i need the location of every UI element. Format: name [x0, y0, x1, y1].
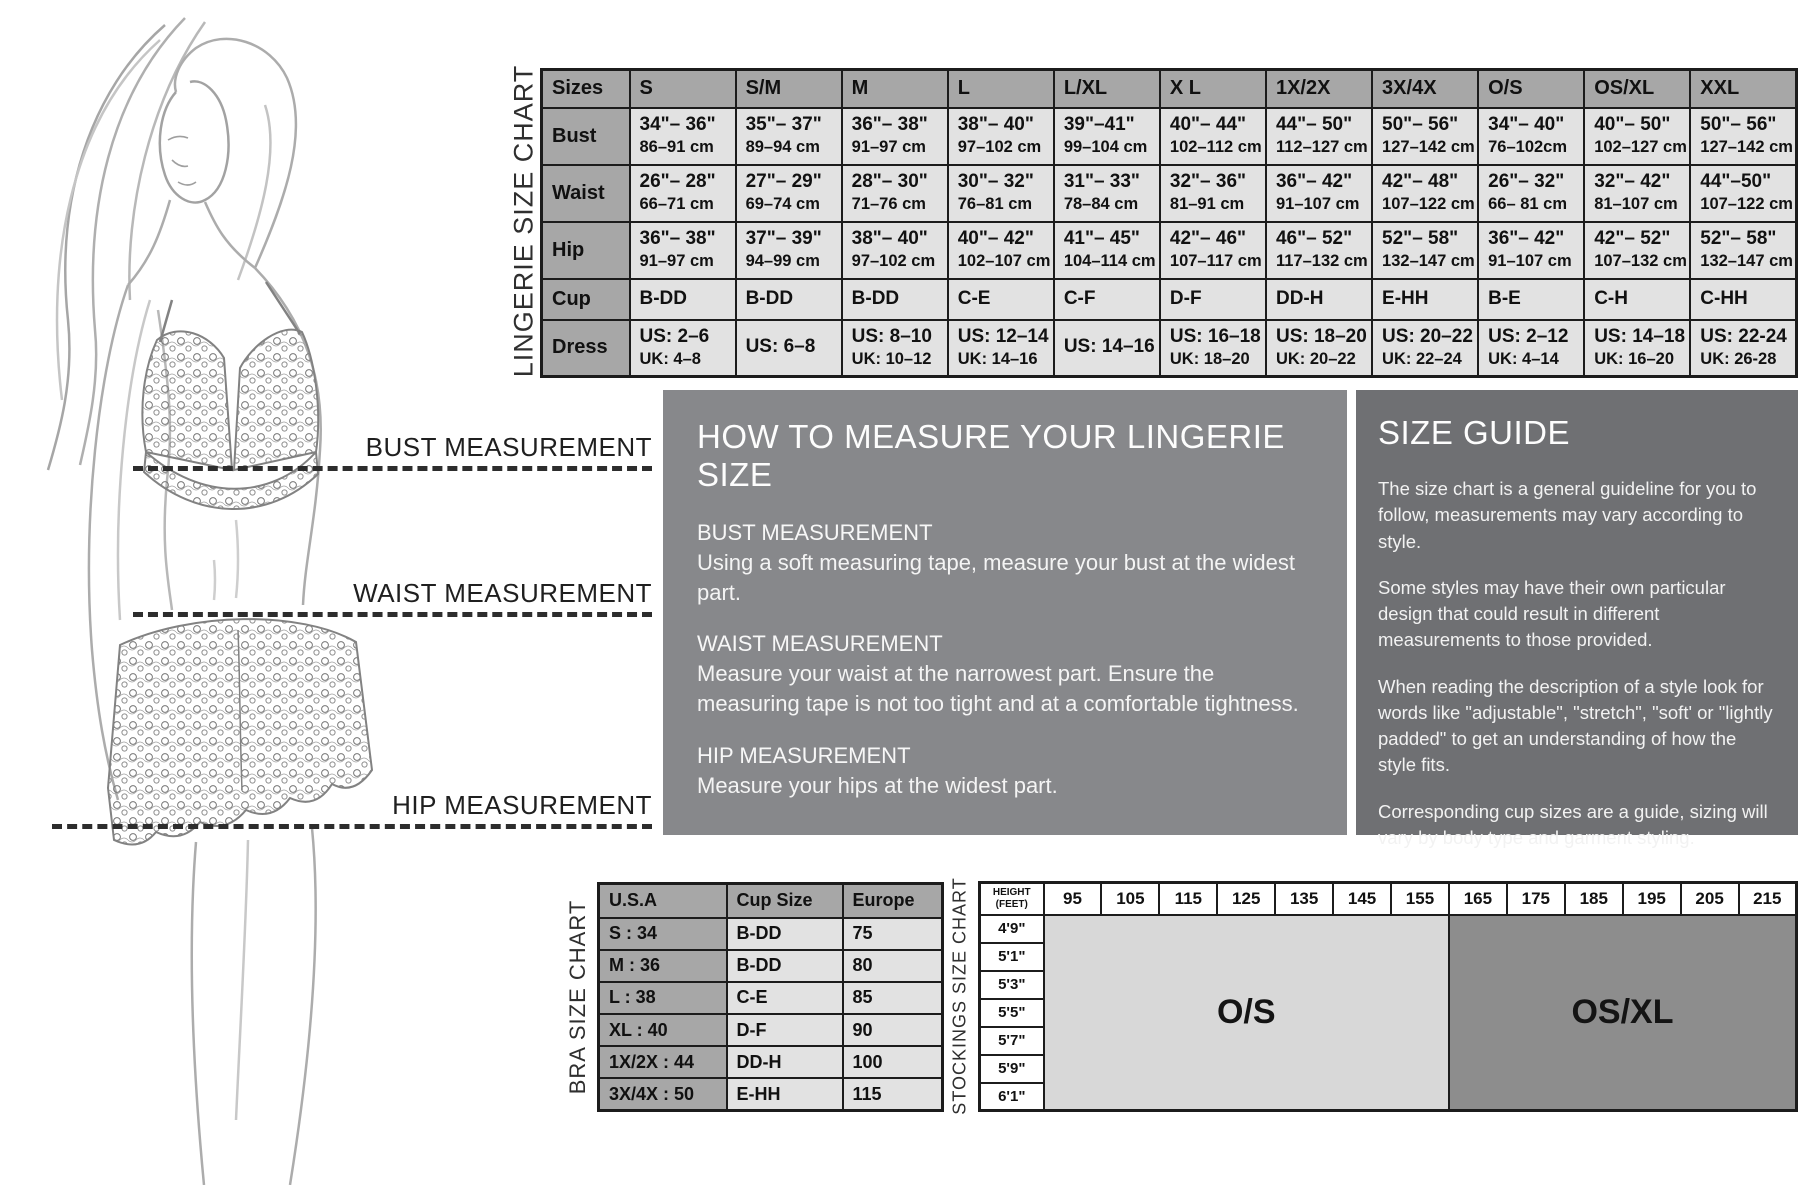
size-column-header: X L	[1160, 70, 1266, 108]
stockings-header-row	[980, 883, 1797, 915]
value-inches: 40"– 44"	[1169, 114, 1247, 136]
bra-usa-cell: S : 34	[599, 918, 727, 950]
size-guide-paragraph: Corresponding cup sizes are a guide, sizing will vary by body type and garment styling.	[1378, 800, 1768, 848]
weight-column-header: 185	[1565, 883, 1623, 915]
value-inches: DD-H	[1275, 287, 1324, 309]
height-row-header: 6'1"	[980, 1083, 1044, 1111]
height-feet-corner-header: HEIGHT (FEET)	[980, 883, 1044, 915]
value-cm: 76–102cm	[1488, 138, 1568, 157]
measurement-cell	[1160, 279, 1266, 320]
bra-cup-cell: B-DD	[727, 950, 843, 982]
measurement-cell	[630, 165, 736, 222]
size-header-row	[542, 70, 1797, 108]
value-cm: UK: 26-28	[1700, 349, 1777, 368]
bra-column-header: Europe	[843, 884, 943, 918]
weight-column-header: 195	[1623, 883, 1681, 915]
measurement-cell	[1372, 222, 1478, 279]
bra-column-header: U.S.A	[599, 884, 727, 918]
value-inches: 42"– 48"	[1382, 171, 1459, 193]
lingerie-size-chart-table	[540, 68, 1798, 378]
bra-usa-cell: L : 38	[599, 982, 727, 1014]
bra-usa-cell: M : 36	[599, 950, 727, 982]
measurement-cell	[842, 165, 948, 222]
measurement-cell	[1266, 279, 1372, 320]
measurement-cell	[948, 108, 1054, 165]
size-column-header: XXL	[1690, 70, 1796, 108]
measurement-cell	[1690, 320, 1796, 377]
measurement-row	[542, 165, 1797, 222]
measurement-cell	[1478, 320, 1584, 377]
lingerie-chart-side-caption: LINGERIE SIZE CHART	[508, 64, 539, 378]
value-inches: 52"– 58"	[1700, 228, 1777, 250]
size-column-header: M	[842, 70, 948, 108]
bra-header-row	[599, 884, 943, 918]
measurement-cell	[842, 108, 948, 165]
value-cm: 102–127 cm	[1594, 138, 1687, 157]
value-inches: 32"– 36"	[1169, 171, 1247, 193]
weight-column-header: 175	[1507, 883, 1565, 915]
value-cm: UK: 10–12	[851, 349, 932, 368]
measurement-cell	[1478, 108, 1584, 165]
bra-row	[599, 950, 943, 982]
os-size-region: O/S	[1044, 915, 1449, 1111]
value-cm: 132–147 cm	[1382, 252, 1475, 271]
value-inches: B-DD	[745, 287, 794, 309]
measure-section-body: Measure your waist at the narrowest part. Ensure the measuring tape is not too tight and at a comfortable tightness.	[697, 661, 1299, 717]
height-row-header: 5'5"	[980, 999, 1044, 1027]
stockings-row	[980, 915, 1797, 943]
measurement-cell	[1372, 320, 1478, 377]
value-cm: 91–107 cm	[1275, 195, 1360, 214]
value-inches: 31"– 33"	[1063, 171, 1140, 193]
hip-dashed-line	[52, 824, 652, 829]
value-inches: US: 14–16	[1063, 336, 1155, 358]
measurement-cell	[736, 165, 842, 222]
size-column-header: 1X/2X	[1266, 70, 1372, 108]
height-row-header: 5'1"	[980, 943, 1044, 971]
size-guide-paragraph: When reading the description of a style look for words like "adjustable", "stretch", "soft' or "lightly padded" to get an understanding of how the style fits.	[1378, 675, 1773, 776]
height-row-header: 5'3"	[980, 971, 1044, 999]
how-to-measure-title: HOW TO MEASURE YOUR LINGERIE SIZE	[697, 418, 1285, 493]
value-cm: 107–117 cm	[1169, 252, 1262, 271]
measurement-cell	[1690, 279, 1796, 320]
bra-europe-cell: 85	[843, 982, 943, 1014]
measurement-cell	[736, 222, 842, 279]
how-to-measure-panel	[663, 390, 1347, 835]
measure-section-body: Measure your hips at the widest part.	[697, 772, 1058, 798]
measurement-cell	[1266, 165, 1372, 222]
value-cm: 91–107 cm	[1488, 252, 1572, 271]
row-label: Cup	[542, 279, 630, 320]
measurement-cell	[1584, 279, 1690, 320]
value-inches: US: 16–18	[1169, 326, 1261, 348]
bra-cup-cell: E-HH	[727, 1078, 843, 1110]
value-inches: 36"– 42"	[1275, 171, 1353, 193]
value-cm: 112–127 cm	[1275, 138, 1368, 157]
value-cm: 97–102 cm	[957, 138, 1042, 157]
measurement-cell	[1690, 165, 1796, 222]
value-cm: 107–122 cm	[1700, 195, 1793, 214]
value-inches: 46"– 52"	[1275, 228, 1353, 250]
size-guide-paragraph: The size chart is a general guideline for you to follow, measurements may vary according to style.	[1378, 478, 1757, 552]
value-cm: 102–112 cm	[1169, 138, 1262, 157]
weight-column-header: 165	[1449, 883, 1507, 915]
value-inches: 44"– 50"	[1275, 114, 1353, 136]
value-cm: 91–97 cm	[851, 138, 926, 157]
value-cm: 69–74 cm	[745, 195, 820, 214]
value-inches: 40"– 50"	[1594, 114, 1671, 136]
value-inches: 35"– 37"	[745, 114, 822, 136]
value-inches: US: 2–6	[639, 326, 710, 348]
stockings-chart-side-caption: STOCKINGS SIZE CHART	[949, 877, 970, 1115]
value-cm: 76–81 cm	[957, 195, 1033, 214]
size-guide-title: SIZE GUIDE	[1378, 414, 1571, 451]
value-inches: 38"– 40"	[957, 114, 1034, 136]
measurement-cell	[948, 222, 1054, 279]
value-inches: C-E	[957, 287, 991, 309]
measurement-cell	[1690, 222, 1796, 279]
value-cm: 97–102 cm	[851, 252, 936, 271]
bra-row	[599, 1078, 943, 1110]
value-cm: UK: 4–8	[639, 349, 701, 368]
weight-column-header: 155	[1391, 883, 1449, 915]
measure-section-heading: HIP MEASUREMENT	[697, 742, 911, 768]
weight-column-header: 215	[1739, 883, 1797, 915]
measure-section-heading: BUST MEASUREMENT	[697, 520, 933, 545]
value-cm: 89–94 cm	[745, 138, 820, 157]
value-inches: C-F	[1063, 287, 1096, 309]
bra-chart-side-caption: BRA SIZE CHART	[565, 899, 590, 1095]
value-cm: 117–132 cm	[1275, 252, 1368, 271]
measurement-cell	[1160, 108, 1266, 165]
value-inches: 36"– 38"	[851, 114, 928, 136]
value-inches: 28"– 30"	[851, 171, 928, 193]
size-guide-paragraph: Some styles may have their own particular design that could result in different measurements to those provided.	[1378, 576, 1726, 651]
bra-row	[599, 1046, 943, 1078]
value-cm: UK: 22–24	[1382, 349, 1462, 368]
value-inches: 40"– 42"	[957, 228, 1034, 250]
value-cm: 99–104 cm	[1063, 138, 1148, 157]
bra-cup-cell: DD-H	[727, 1046, 843, 1078]
weight-column-header: 95	[1044, 883, 1102, 915]
bra-row	[599, 982, 943, 1014]
bra-europe-cell: 100	[843, 1046, 943, 1078]
value-inches: C-HH	[1700, 287, 1748, 309]
measure-section-body: Using a soft measuring tape, measure your bust at the widest part.	[697, 550, 1295, 605]
value-inches: 26"– 32"	[1488, 171, 1565, 193]
height-row-header: 5'9"	[980, 1055, 1044, 1083]
weight-column-header: 135	[1275, 883, 1333, 915]
bust-dashed-line	[133, 466, 652, 471]
value-inches: 34"– 40"	[1488, 114, 1565, 136]
bra-row	[599, 918, 943, 950]
value-cm: 127–142 cm	[1700, 138, 1793, 157]
value-cm: 81–91 cm	[1169, 195, 1245, 214]
measurement-cell	[842, 320, 948, 377]
row-label: Hip	[542, 222, 630, 279]
hip-measurement-label: HIP MEASUREMENT	[392, 790, 652, 820]
value-inches: B-E	[1488, 287, 1521, 309]
height-row-header: 4'9"	[980, 915, 1044, 943]
measurement-cell	[1372, 279, 1478, 320]
weight-column-header: 125	[1217, 883, 1275, 915]
value-inches: 42"– 52"	[1594, 228, 1671, 250]
value-inches: B-DD	[851, 287, 900, 309]
measure-section-heading: WAIST MEASUREMENT	[697, 631, 943, 657]
measurement-cell	[630, 222, 736, 279]
measurement-cell	[630, 279, 736, 320]
value-inches: 26"– 28"	[639, 171, 716, 193]
measurement-cell	[1160, 222, 1266, 279]
value-inches: C-H	[1594, 287, 1628, 309]
measurement-cell	[1478, 279, 1584, 320]
value-inches: 36"– 38"	[639, 228, 716, 250]
weight-column-header: 145	[1333, 883, 1391, 915]
value-inches: 37"– 39"	[745, 228, 822, 250]
value-cm: UK: 20–22	[1275, 349, 1356, 368]
measurement-cell	[1690, 108, 1796, 165]
measurement-cell	[1584, 165, 1690, 222]
measurement-cell	[842, 279, 948, 320]
weight-column-header: 205	[1681, 883, 1739, 915]
value-cm: 127–142 cm	[1382, 138, 1475, 157]
measurement-cell	[1054, 108, 1160, 165]
value-cm: 102–107 cm	[957, 252, 1051, 271]
value-cm: UK: 18–20	[1169, 349, 1250, 368]
measurement-cell	[948, 165, 1054, 222]
measurement-cell	[1266, 108, 1372, 165]
value-inches: 34"– 36"	[639, 114, 716, 136]
measurement-cell	[1584, 320, 1690, 377]
stockings-size-chart-table	[978, 881, 1798, 1112]
bra-europe-cell: 90	[843, 1014, 943, 1046]
value-inches: US: 20–22	[1382, 326, 1473, 348]
measurement-row	[542, 222, 1797, 279]
size-column-header: 3X/4X	[1372, 70, 1478, 108]
size-column-header: S	[630, 70, 736, 108]
row-label: Waist	[542, 165, 630, 222]
measurement-cell	[630, 320, 736, 377]
value-inches: 36"– 42"	[1488, 228, 1565, 250]
size-guide-panel	[1356, 390, 1798, 848]
value-cm: 132–147 cm	[1700, 252, 1793, 271]
bra-cup-cell: C-E	[727, 982, 843, 1014]
value-cm: 91–97 cm	[639, 252, 714, 271]
waist-measurement-label: WAIST MEASUREMENT	[353, 578, 652, 608]
value-inches: US: 14–18	[1594, 326, 1686, 348]
bust-measurement-label: BUST MEASUREMENT	[365, 432, 652, 462]
value-inches: B-DD	[639, 287, 687, 309]
bra-usa-cell: 1X/2X : 44	[599, 1046, 727, 1078]
measurement-cell	[1266, 222, 1372, 279]
measurement-row	[542, 108, 1797, 165]
measurement-cell	[1372, 108, 1478, 165]
measurement-cell	[948, 320, 1054, 377]
size-column-header: L	[948, 70, 1054, 108]
value-inches: US: 8–10	[851, 326, 932, 348]
how-to-measure-sections	[697, 520, 1313, 800]
bra-europe-cell: 115	[843, 1078, 943, 1110]
measurement-cell	[736, 108, 842, 165]
measurement-cell	[1160, 165, 1266, 222]
value-inches: 50"– 56"	[1382, 114, 1459, 136]
row-label: Dress	[542, 320, 630, 377]
measurement-cell	[1584, 108, 1690, 165]
measurement-cell	[1160, 320, 1266, 377]
measurement-cell	[1266, 320, 1372, 377]
measurement-cell	[842, 222, 948, 279]
value-inches: US: 18–20	[1275, 326, 1367, 348]
value-cm: 104–114 cm	[1063, 252, 1156, 271]
value-cm: 71–76 cm	[851, 195, 926, 214]
value-inches: 50"– 56"	[1700, 114, 1777, 136]
value-inches: E-HH	[1382, 287, 1429, 309]
measurement-cell	[630, 108, 736, 165]
value-inches: 52"– 58"	[1382, 228, 1459, 250]
value-inches: 32"– 42"	[1594, 171, 1671, 193]
value-cm: 81–107 cm	[1594, 195, 1678, 214]
value-inches: US: 6–8	[745, 336, 816, 358]
measurement-cell	[1478, 222, 1584, 279]
bra-usa-cell: 3X/4X : 50	[599, 1078, 727, 1110]
value-inches: 42"– 46"	[1169, 228, 1247, 250]
waist-dashed-line	[133, 612, 652, 617]
value-cm: 107–132 cm	[1594, 252, 1687, 271]
measurement-row	[542, 320, 1797, 377]
row-label: Bust	[542, 108, 630, 165]
size-column-header: O/S	[1478, 70, 1584, 108]
measurement-cell	[948, 279, 1054, 320]
measurement-cell	[1584, 222, 1690, 279]
value-cm: UK: 16–20	[1594, 349, 1674, 368]
sizes-corner-header: Sizes	[542, 70, 630, 108]
value-inches: 38"– 40"	[851, 228, 928, 250]
weight-column-header: 115	[1159, 883, 1217, 915]
value-inches: US: 22-24	[1700, 326, 1787, 348]
measurement-cell	[736, 279, 842, 320]
bra-cup-cell: D-F	[727, 1014, 843, 1046]
measurement-cell	[1054, 165, 1160, 222]
measurement-cell	[736, 320, 842, 377]
value-cm: UK: 14–16	[957, 349, 1038, 368]
bra-row	[599, 1014, 943, 1046]
measurement-cell	[1054, 320, 1160, 377]
weight-column-header: 105	[1101, 883, 1159, 915]
measurement-row	[542, 279, 1797, 320]
measurement-cell	[1478, 165, 1584, 222]
size-column-header: S/M	[736, 70, 842, 108]
value-inches: D-F	[1169, 287, 1202, 309]
size-column-header: OS/XL	[1584, 70, 1690, 108]
height-row-header: 5'7"	[980, 1027, 1044, 1055]
value-cm: 107–122 cm	[1382, 195, 1475, 214]
bra-europe-cell: 75	[843, 918, 943, 950]
value-inches: 39"–41"	[1063, 114, 1135, 136]
value-inches: 41"– 45"	[1063, 228, 1140, 250]
size-guide-paragraphs	[1378, 476, 1776, 851]
osxl-size-region: OS/XL	[1449, 915, 1797, 1111]
value-cm: 66–71 cm	[639, 195, 714, 214]
value-inches: US: 2–12	[1488, 326, 1569, 348]
value-inches: 30"– 32"	[957, 171, 1034, 193]
value-cm: 86–91 cm	[639, 138, 714, 157]
value-cm: 94–99 cm	[745, 252, 820, 271]
bra-size-chart-table	[597, 882, 944, 1112]
bra-usa-cell: XL : 40	[599, 1014, 727, 1046]
bra-column-header: Cup Size	[727, 884, 843, 918]
value-inches: 44"–50"	[1700, 171, 1772, 193]
measurement-cell	[1054, 222, 1160, 279]
value-inches: US: 12–14	[957, 326, 1049, 348]
value-inches: 27"– 29"	[745, 171, 822, 193]
value-cm: 66– 81 cm	[1488, 195, 1568, 214]
value-cm: 78–84 cm	[1063, 195, 1139, 214]
value-cm: UK: 4–14	[1488, 349, 1559, 368]
bra-cup-cell: B-DD	[727, 918, 843, 950]
measurement-cell	[1054, 279, 1160, 320]
measurement-cell	[1372, 165, 1478, 222]
bra-europe-cell: 80	[843, 950, 943, 982]
size-column-header: L/XL	[1054, 70, 1160, 108]
